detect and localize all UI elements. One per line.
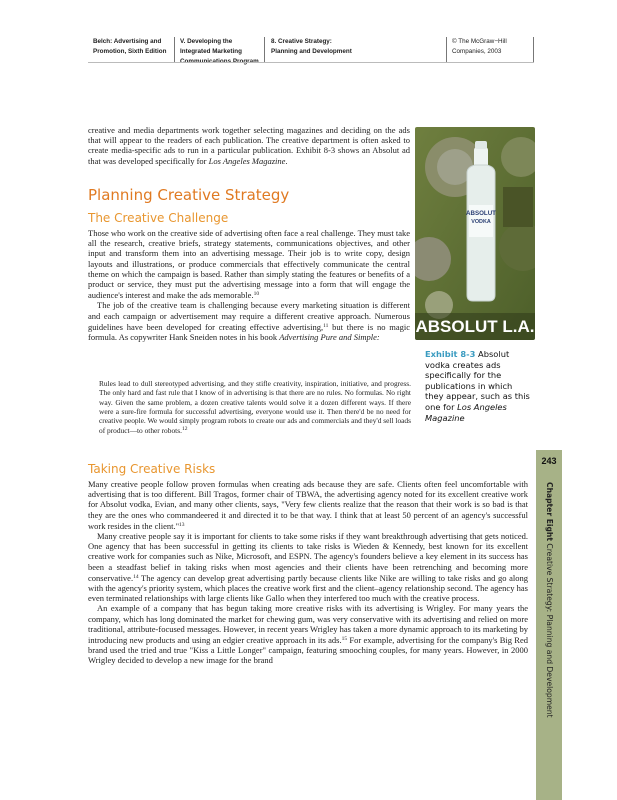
section-title: Planning Creative Strategy bbox=[88, 186, 290, 204]
creative-challenge-text: Those who work on the creative side of advertising often face a real challenge. They must take all the research, creative briefs, strategy statements, communications objectives, and other input and transform them into an advertising message. Their job is to write copy, design layouts and illustrations, or produce commercials that effectively communicate the central theme on which the campaign is based. Rather than simply stating the features or benefits of a product or service, they must put the advertising message into a form that will engage the audience's interest and make the ads memorable.$^{10}$ The job of the creative team is challenging because every marketing situation is different and each campaign or advertisement may require a different creative approach. Numerous guidelines have been developed for creating effective advertising,$^{11}$ but there is no magic formula. As copywriter Hank Sneiden notes in his book Advertising Pure and Simple: bbox=[88, 228, 411, 343]
header-divider bbox=[174, 37, 175, 62]
bottle-product-text: VODKA bbox=[471, 219, 491, 225]
header-book-title: Belch: Advertising and Promotion, Sixth Edition bbox=[93, 38, 167, 55]
header-copyright: © The McGraw−Hill Companies, 2003 bbox=[452, 38, 507, 55]
header-divider bbox=[264, 37, 265, 62]
header-part-title: V. Developing the Integrated Marketing bbox=[180, 38, 242, 55]
bottle-brand-text: ABSOLUT bbox=[466, 210, 496, 217]
header-rule bbox=[88, 62, 534, 63]
creative-risks-text: Many creative people follow proven formulas when creating ads because they are safe. Clients often feel uncomfortable with advertising that is too different. Bill Tragos, former chair of TBWA, the advertising agency noted for its excellent creative work for Absolut vodka, Evian, and many other clients, says, "Very few clients realize that the reason that their work is so bad is that they are the ones who commandeered it and directed it to be that way. I think that at least 50 percent of an agency's successful work resides in the client."$^{13}$ Many creative people say it is important for clients to take some risks if they want breakthrough advertising that gets noticed. One agency that has been successful in getting its clients to take risks is Wieden & Kennedy, best known for its excellent creative work for companies such as Nike, Microsoft, and ESPN. The agency's founders believe a key element in its success has been a steadfast belief in taking risks when most agencies and their clients have been retrenching and becoming more conservative.$^{14}$ The agency can develop great advertising partly because clients like Nike are willing to take risks and go along with the agency's priority system, which places the creative work first and the client–agency relationship second. The agency has even terminated relationships with large clients like Gallo when they interfered too much with the creative process. An example of a company that has begun taking more creative risks with its advertising is Wrigley. For many years the company, which has long dominated the market for chewing gum, was very conservative with its advertising and relied on more traditional, attribute-focused messages. However, in recent years Wrigley has taken a more dynamic approach to its marketing by introducing new products and using an edgier creative approach in its ads.$^{15}$ For example, advertising for the company's Big Red brand used the tried and true "Kiss a Little Longer" campaign, featuring smooching couples, for many years. However, in 2000 Wrigley decided to develop a new image for the brand bbox=[88, 479, 528, 666]
ad-headline: ABSOLUT L.A. bbox=[415, 317, 535, 336]
header-chapter-title: 8. Creative Strategy: Planning and Development bbox=[271, 38, 352, 55]
sneiden-quote: Rules lead to dull stereotyped advertising, and they stifle creativity, inspiration, initiative, and progress. The only hard and fast rule that I know of in advertising is that there are no rules. No formulas. No right way. Given the same problem, a dozen creative talents would solve it a dozen different ways. If there were a sure-fire formula for successful advertising, everyone would use it. Then there'd be no need for creative people. We would simply program robots to create our ads and commercials and they'd sell loads of product—to other robots.$^{12}$ bbox=[99, 379, 411, 436]
header-divider bbox=[446, 37, 447, 62]
subsection-title-creative-risks: Taking Creative Risks bbox=[88, 462, 216, 476]
header-divider bbox=[533, 37, 534, 62]
exhibit-caption: Exhibit 8-3 Absolut vodka creates ads specifically for the publications in which they appear, such as this one for Los Angeles Magazine bbox=[425, 349, 530, 423]
subsection-title-creative-challenge: The Creative Challenge bbox=[88, 211, 229, 225]
running-head: Chapter Eight Creative Strategy: Planning and Development bbox=[545, 482, 554, 718]
intro-paragraph: creative and media departments work together selecting magazines and deciding on the ads that will appear to the readers of each publication. The creative department is often asked to create media-specific ads to run in a particular publication. Exhibit 8-3 shows an Absolut ad that was developed specifically for Los Angeles Magazine. bbox=[88, 125, 410, 166]
page-number: 243 bbox=[541, 456, 557, 466]
exhibit-label: Exhibit 8-3 bbox=[425, 349, 476, 359]
absolut-la-ad-image bbox=[415, 127, 535, 340]
